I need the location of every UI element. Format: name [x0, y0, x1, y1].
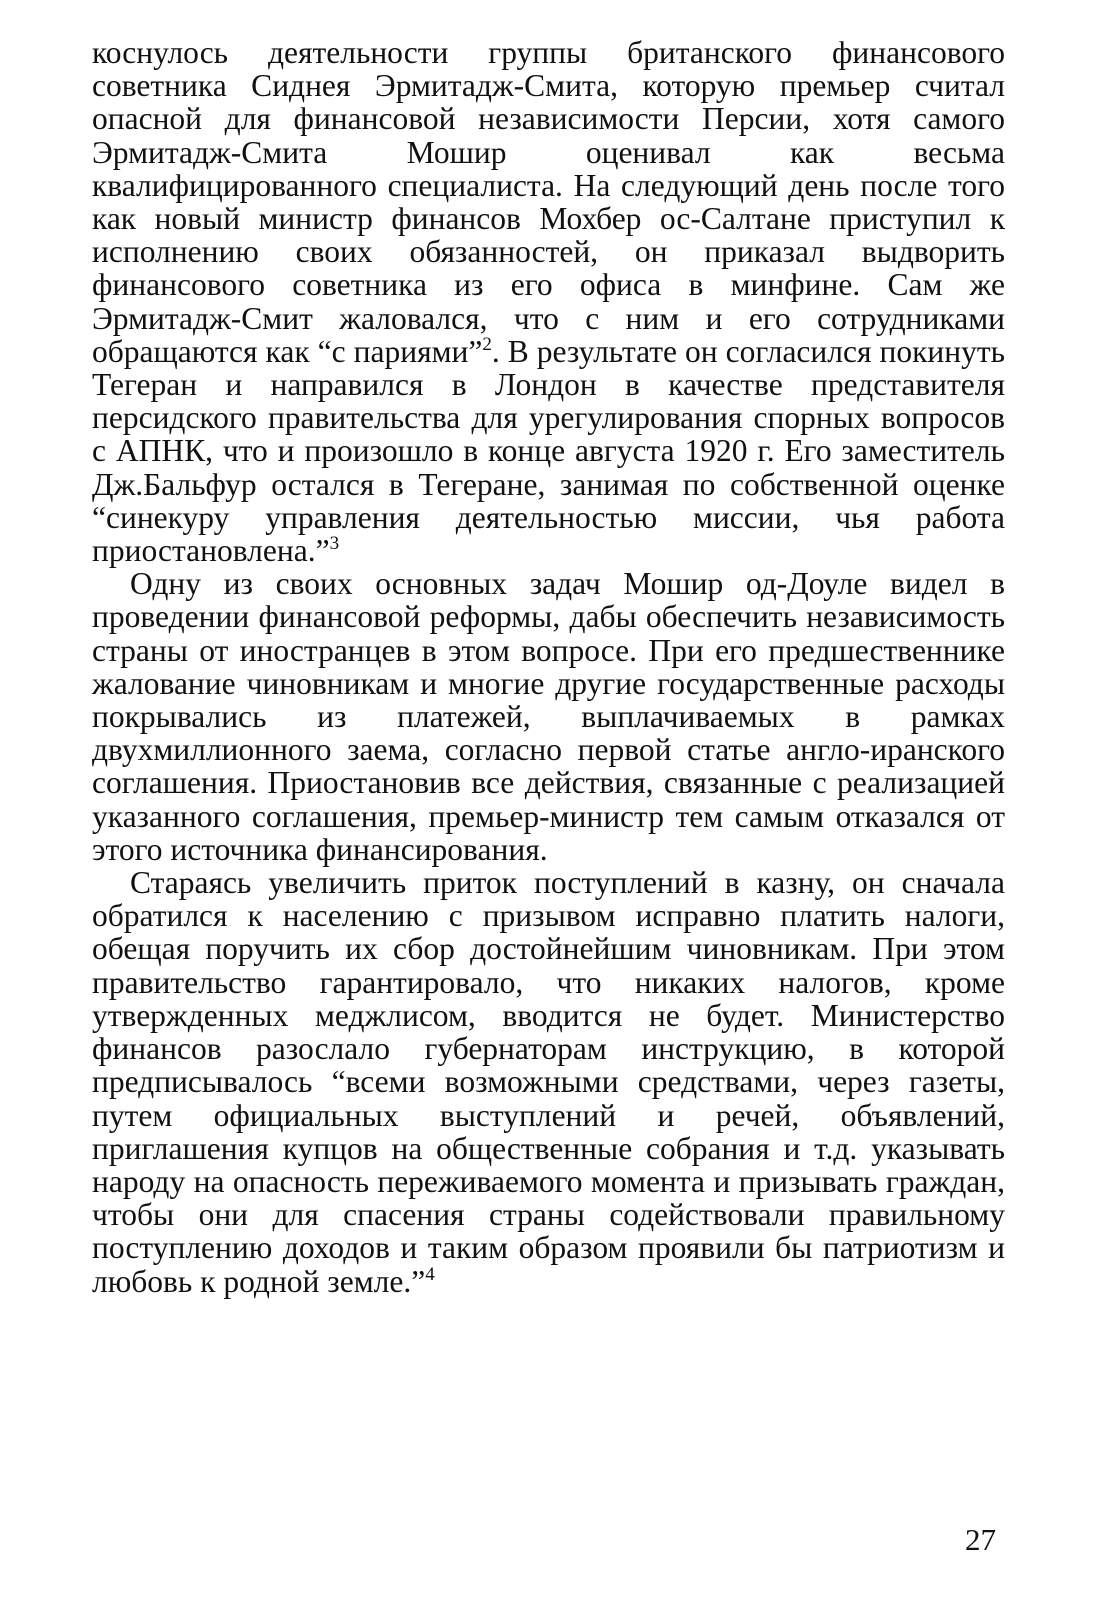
paragraph-3-text: Стараясь увеличить приток поступлений в казну, он сначала обратился к населению с призывом исправно платить налоги, обещая поручить их сбор достойнейшим чиновникам. При этом правительство гарантировало, что никаких налогов, кроме утвержденных меджлисом, вводится не будет. Министерство финансов разослало губернаторам инструкцию, в которой предписывалось “всеми возможными средствами, через газеты, путем официальных выступлений и речей, объявлений, приглашения купцов на общественные собрания и т.д. указывать народу на опасность переживаемого момента и призывать граждан, чтобы они для спасения страны содействовали правильному поступлению доходов и таким образом проявили бы патриотизм и любовь к родной земле.”: [92, 865, 1005, 1299]
footnote-marker-4: 4: [425, 1263, 435, 1285]
paragraph-tax-appeal: [92, 866, 1005, 1298]
footnote-marker-3: 3: [329, 533, 340, 555]
page-number: 27: [965, 1522, 996, 1557]
paragraph-continuation: [92, 36, 1005, 567]
paragraph-1-text: коснулось деятельности группы британского финансового советника Сиднея Эрмитадж-Смита, которую премьер считал опасной для финансовой независимости Персии, хотя самого Эрмитадж-Смита Мошир оценивал как весьма квалифицированного специалиста. На следующий день после того как новый министр финансов Мохбер ос-Салтане приступил к исполнению своих обязанностей, он приказал выдворить финансового советника из его офиса в минфине. Сам же Эрмитадж-Смит жаловался, что с ним и его сотрудниками обращаются как “с париями”: [92, 35, 1005, 369]
paragraph-financial-reform: [92, 567, 1005, 866]
document-page: [92, 36, 1005, 1298]
footnote-marker-2: 2: [482, 333, 492, 355]
paragraph-1-text-continued: . В результате он согласился покинуть Тегеран и направился в Лондон в качестве представителя персидского правительства для урегулирования спорных вопросов с АПНК, что и произошло в конце августа 1920 г. Его заместитель Дж.Бальфур остался в Тегеране, занимая по собственной оценке “синекуру управления деятельностью миссии, чья работа приостановлена.”: [92, 333, 1005, 569]
paragraph-2-text: Одну из своих основных задач Мошир од-Доуле видел в проведении финансовой реформы, дабы обеспечить независимость страны от иностранцев в этом вопросе. При его предшественнике жалование чиновникам и многие другие государственные расходы покрывались из платежей, выплачиваемых в рамках двухмиллионного заема, согласно первой статье англо-иранского соглашения. Приостановив все действия, связанные с реализацией указанного соглашения, премьер-министр тем самым отказался от этого источника финансирования.: [92, 566, 1005, 867]
